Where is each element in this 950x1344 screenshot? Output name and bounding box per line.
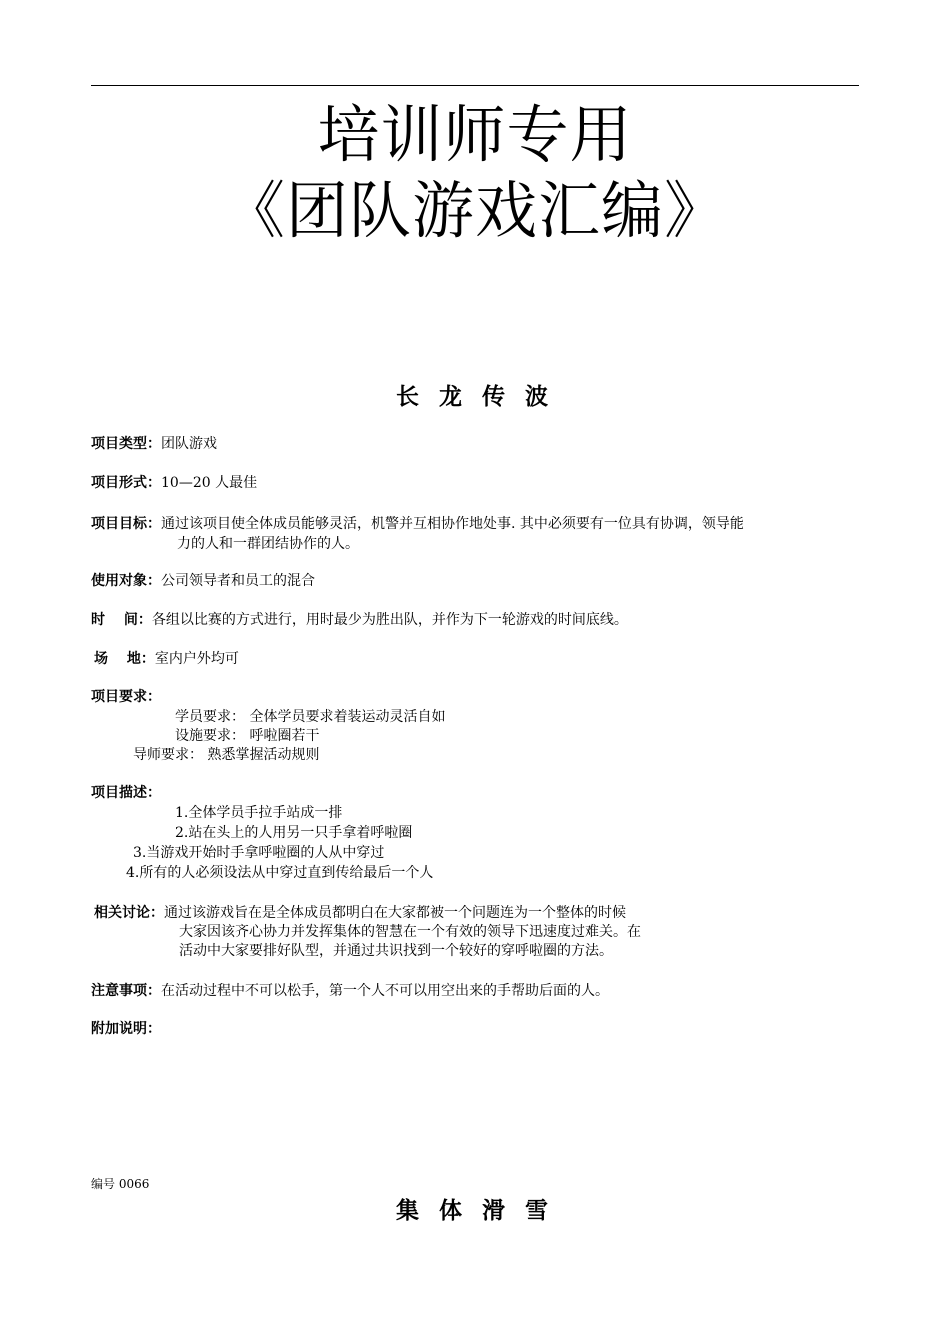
- project-form-row: [91, 473, 257, 493]
- venue-value: 室内户外均可: [154, 651, 239, 667]
- time-label: 时 间：: [91, 612, 152, 628]
- req-instructor: 导师要求： 熟悉掌握活动规则: [133, 747, 320, 763]
- notes-row: [91, 981, 609, 1001]
- description-label: 项目描述：: [91, 785, 161, 801]
- project-goal-row: [91, 514, 744, 534]
- venue-label: 场 地：: [94, 651, 155, 667]
- project-type-label: 项目类型：: [91, 436, 161, 452]
- req-students: 学员要求： 全体学员要求着装运动灵活自如: [175, 709, 446, 725]
- time-row: [91, 610, 628, 630]
- discussion-row: [94, 903, 626, 923]
- notes-label: 注意事项：: [91, 983, 161, 999]
- project-goal-line2: 力的人和一群团结协作的人。: [177, 536, 359, 552]
- serial-number: 编号 0066: [91, 1177, 150, 1191]
- doc-title-line1: 培训师专用: [317, 98, 633, 171]
- discussion-line2: 大家因该齐心协力并发挥集体的智慧在一个有效的领导下迅速度过难关。在: [179, 924, 641, 940]
- target-value: 公司领导者和员工的混合: [161, 573, 315, 589]
- project-form-value: 10—20 人最佳: [161, 475, 258, 491]
- time-value: 各组以比赛的方式进行，用时最少为胜出队，并作为下一轮游戏的时间底线。: [151, 612, 628, 628]
- project-goal-label: 项目目标：: [91, 516, 161, 532]
- project-goal-line1: 通过该项目使全体成员能够灵活，机警并互相协作地处事. 其中必须要有一位具有协调，领导能: [161, 516, 744, 532]
- project-type-value: 团队游戏: [161, 436, 217, 452]
- extra-notes-label: 附加说明：: [91, 1021, 161, 1037]
- desc-step-4: 4.所有的人必须设法从中穿过直到传给最后一个人: [126, 865, 434, 881]
- desc-step-1: 1.全体学员手拉手站成一排: [175, 805, 343, 821]
- venue-row: [94, 649, 239, 669]
- discussion-label: 相关讨论：: [94, 905, 164, 921]
- project-type-row: [91, 434, 217, 454]
- doc-title-line2: 《团队游戏汇编》: [222, 174, 727, 247]
- desc-step-2: 2.站在头上的人用另一只手拿着呼啦圈: [175, 825, 413, 841]
- req-facility: 设施要求： 呼啦圈若干: [175, 728, 320, 744]
- requirements-label: 项目要求：: [91, 689, 161, 705]
- game-title: 长 龙 传 波: [395, 384, 555, 410]
- notes-value: 在活动过程中不可以松手，第一个人不可以用空出来的手帮助后面的人。: [161, 983, 609, 999]
- target-label: 使用对象：: [91, 573, 161, 589]
- next-game-title: 集 体 滑 雪: [395, 1198, 555, 1224]
- desc-step-3: 3.当游戏开始时手拿呼啦圈的人从中穿过: [133, 845, 385, 861]
- discussion-line1: 通过该游戏旨在是全体成员都明白在大家都被一个问题连为一个整体的时候: [164, 905, 626, 921]
- top-rule: [91, 85, 859, 86]
- project-form-label: 项目形式：: [91, 475, 161, 491]
- target-row: [91, 571, 315, 591]
- discussion-line3: 活动中大家要排好队型，并通过共识找到一个较好的穿呼啦圈的方法。: [179, 943, 613, 959]
